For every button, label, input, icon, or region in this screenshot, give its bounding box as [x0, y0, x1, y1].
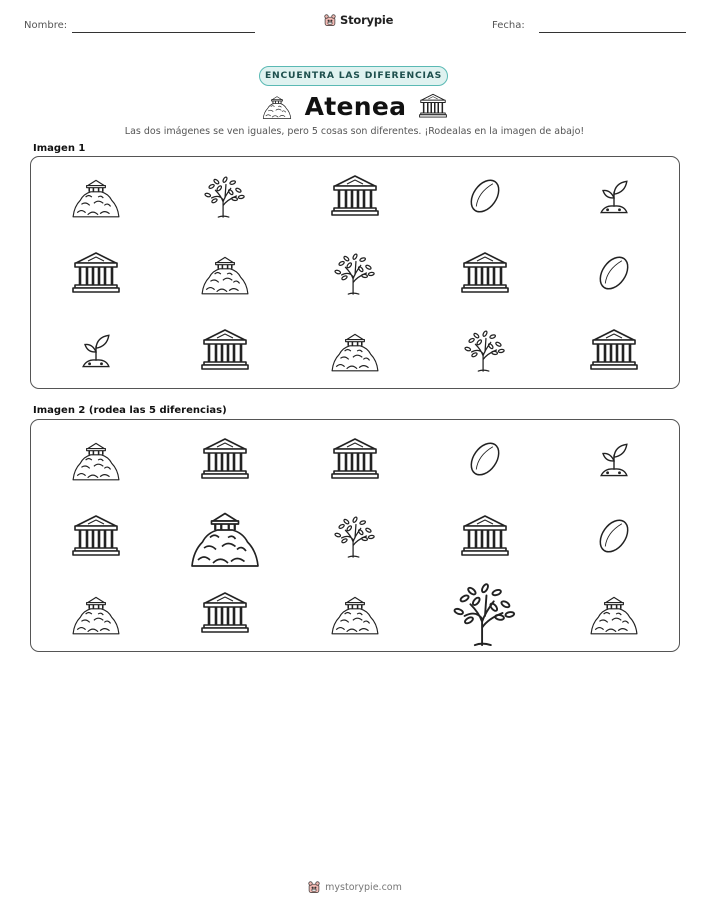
grid-cell [161, 311, 291, 388]
grid-cell [420, 497, 550, 574]
grid-cell [290, 234, 420, 311]
footer-url: mystorypie.com [325, 881, 402, 893]
temple-icon [461, 512, 509, 560]
grid-cell [420, 311, 550, 388]
grid-cell [161, 574, 291, 651]
grid-cell [420, 157, 550, 234]
grid-cell [549, 420, 679, 497]
grid-cell [31, 420, 161, 497]
acropolis-icon [330, 325, 380, 375]
temple-icon [590, 326, 638, 374]
olive-tree-icon [462, 327, 508, 373]
grid-cell [549, 574, 679, 651]
acropolis-icon [200, 248, 250, 298]
grid-cell [31, 574, 161, 651]
brand [323, 13, 393, 27]
temple-icon [331, 172, 379, 220]
image-2-grid [31, 420, 679, 651]
grid-cell [161, 497, 291, 574]
olive-icon [593, 515, 635, 557]
name-field-line[interactable] [72, 32, 255, 33]
grid-cell [549, 311, 679, 388]
grid-cell [161, 420, 291, 497]
olive-icon [593, 252, 635, 294]
storypie-logo-icon [323, 13, 337, 27]
grid-cell [549, 234, 679, 311]
page-title: Atenea [304, 91, 407, 121]
grid-cell [290, 574, 420, 651]
grid-cell [420, 420, 550, 497]
olive-tree-icon [450, 578, 520, 648]
grid-cell [31, 497, 161, 574]
brand-name: Storypie [340, 13, 394, 27]
olive-tree-icon [332, 250, 378, 296]
grid-cell [31, 234, 161, 311]
acropolis-icon [261, 91, 293, 121]
image-2-panel[interactable] [30, 419, 680, 652]
grid-cell [549, 157, 679, 234]
date-label: Fecha: [492, 20, 525, 31]
grid-cell [549, 497, 679, 574]
grid-cell [420, 234, 550, 311]
image-1-grid [31, 157, 679, 388]
olive-tree-icon [332, 513, 378, 559]
footer [0, 880, 709, 894]
grid-cell [161, 234, 291, 311]
olive-icon [464, 438, 506, 480]
grid-cell [290, 311, 420, 388]
acropolis-icon [71, 434, 121, 484]
acropolis-icon [71, 171, 121, 221]
sprout-icon [592, 174, 636, 218]
temple-icon [418, 92, 448, 120]
image-1-label: Imagen 1 [33, 143, 86, 154]
image-1-panel [30, 156, 680, 389]
worksheet-type-badge: ENCUENTRA LAS DIFERENCIAS [259, 66, 448, 86]
image-2-label: Imagen 2 (rodea las 5 diferencias) [33, 405, 227, 416]
instructions: Las dos imágenes se ven iguales, pero 5 cosas son diferentes. ¡Rodealas en la imagen de abajo! [124, 126, 585, 137]
title-row [0, 91, 709, 121]
grid-cell [420, 574, 550, 651]
grid-cell [290, 157, 420, 234]
sprout-icon [74, 328, 118, 372]
olive-tree-icon [202, 173, 248, 219]
grid-cell [161, 157, 291, 234]
storypie-logo-icon [307, 880, 321, 894]
sprout-icon [592, 437, 636, 481]
temple-icon [201, 435, 249, 483]
acropolis-icon [189, 500, 261, 572]
temple-icon [72, 512, 120, 560]
temple-icon [201, 589, 249, 637]
temple-icon [331, 435, 379, 483]
date-field-line[interactable] [539, 32, 686, 33]
temple-icon [201, 326, 249, 374]
name-label: Nombre: [24, 20, 68, 31]
grid-cell [31, 311, 161, 388]
acropolis-icon [71, 588, 121, 638]
acropolis-icon [589, 588, 639, 638]
grid-cell [290, 497, 420, 574]
temple-icon [72, 249, 120, 297]
temple-icon [461, 249, 509, 297]
grid-cell [290, 420, 420, 497]
grid-cell [31, 157, 161, 234]
acropolis-icon [330, 588, 380, 638]
olive-icon [464, 175, 506, 217]
